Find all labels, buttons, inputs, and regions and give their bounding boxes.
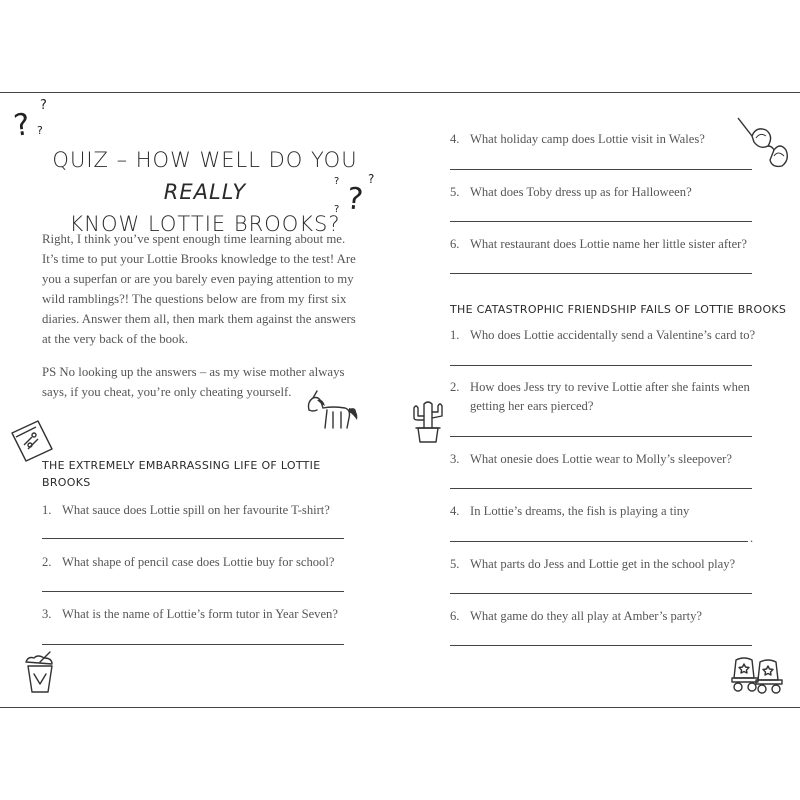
answer-line[interactable] — [450, 645, 752, 646]
question-text: What is the name of Lottie’s form tutor in Year Seven? — [62, 607, 338, 621]
question-number: 4. — [450, 504, 460, 518]
question-text: What game do they all play at Amber’s party? — [470, 609, 702, 623]
answer-period: . — [750, 531, 754, 545]
question-text: What does Toby dress up as for Halloween? — [470, 185, 692, 199]
unicorn-icon — [303, 388, 361, 432]
question-mark-icon: ? — [345, 181, 365, 218]
answer-line[interactable] — [450, 593, 752, 594]
question-mark-icon: ? — [40, 98, 47, 113]
question-text: How does Jess try to revive Lottie after she faints when getting her ears pierced? — [470, 380, 750, 413]
answer-line[interactable] — [450, 488, 752, 489]
answer-line[interactable] — [450, 541, 748, 542]
question-mark-icon: ? — [11, 107, 33, 144]
question-text: What shape of pencil case does Lottie buy for school? — [62, 555, 335, 569]
question-text: What parts do Jess and Lottie get in the school play? — [470, 557, 736, 571]
cactus-icon — [410, 398, 446, 444]
sketchbook-icon — [8, 415, 56, 463]
question-number: 3. — [450, 452, 460, 466]
intro-paragraph-2: PS No looking up the answers – as my wise mother always says, if you cheat, you’re only cheating yourself. — [42, 365, 345, 399]
answer-line[interactable] — [450, 221, 752, 222]
question-text: Who does Lottie accidentally send a Valentine’s card to? — [470, 328, 756, 342]
question-number: 3. — [42, 607, 52, 621]
question-mark-icon: ? — [37, 124, 43, 137]
intro-paragraph-1: Right, I think you’ve spent enough time learning about me. It’s time to put your Lottie Brooks knowledge to the test! Are you a superfan or are you barely even paying attention to my wild ramblings?! The questions below are from my first six diaries. Answer them all, then mark them against the answers at the very back of the book. — [42, 232, 356, 346]
question-mark-icon: ? — [368, 172, 375, 186]
milkshake-icon — [20, 650, 60, 696]
answer-line[interactable] — [450, 273, 752, 274]
question-number: 5. — [450, 185, 460, 199]
question-text: What onesie does Lottie wear to Molly’s sleepover? — [470, 452, 732, 466]
section-heading-embarrassing-life: THE EXTREMELY EMBARRASSING LIFE OF LOTTIE BROOKS — [42, 459, 321, 489]
question-number: 2. — [450, 380, 460, 394]
answer-line[interactable] — [42, 644, 344, 645]
quiz-title — [40, 144, 370, 240]
answer-line[interactable] — [42, 591, 344, 592]
title-emphasis: REALLY — [163, 180, 247, 204]
section-heading-friendship-fails: THE CATASTROPHIC FRIENDSHIP FAILS OF LOTTIE BROOKS — [450, 303, 787, 316]
question-mark-icon: ? — [334, 204, 340, 215]
roller-skates-icon — [730, 652, 790, 694]
sunglasses-icon — [734, 112, 790, 174]
question-number: 2. — [42, 555, 52, 569]
answer-line[interactable] — [42, 538, 344, 539]
answer-line[interactable] — [450, 436, 752, 437]
title-line1: QUIZ – HOW WELL DO YOU — [52, 148, 358, 172]
question-text: What restaurant does Lottie name her little sister after? — [470, 237, 747, 251]
question-text: What holiday camp does Lottie visit in Wales? — [470, 132, 705, 146]
question-text: What sauce does Lottie spill on her favourite T-shirt? — [62, 503, 330, 517]
question-number: 5. — [450, 557, 460, 571]
answer-line[interactable] — [450, 365, 752, 366]
question-number: 4. — [450, 132, 460, 146]
question-number: 6. — [450, 237, 460, 251]
answer-line[interactable] — [450, 169, 752, 170]
question-number: 1. — [42, 503, 52, 517]
title-line2: KNOW LOTTIE BROOKS? — [69, 212, 341, 236]
question-number: 1. — [450, 328, 460, 342]
question-number: 6. — [450, 609, 460, 623]
question-text: In Lottie’s dreams, the fish is playing a tiny — [470, 504, 690, 518]
question-mark-icon: ? — [334, 176, 340, 187]
